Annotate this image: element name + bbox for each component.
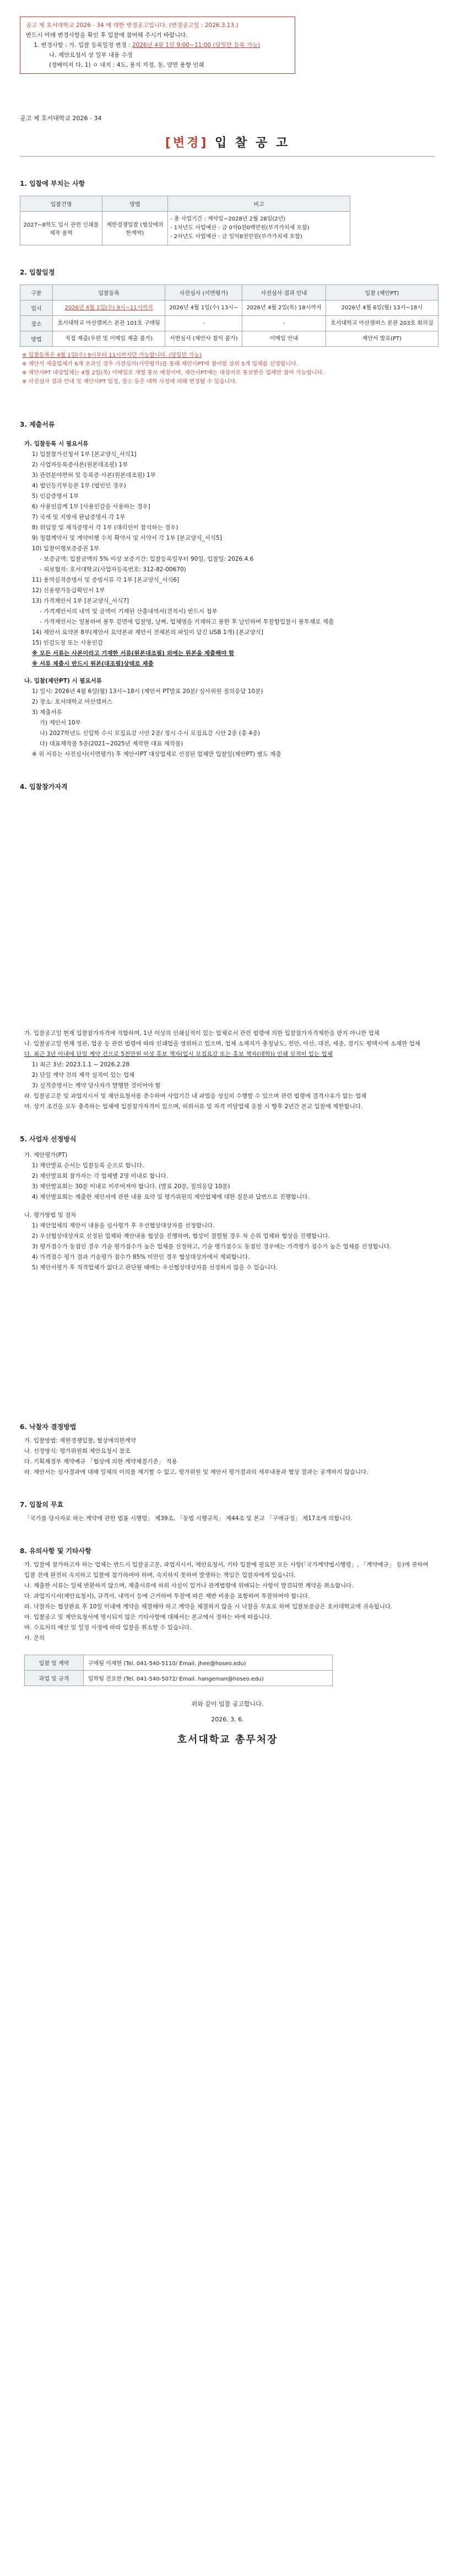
section-5-title: 5. 사업자 선정방식 [20,1135,77,1143]
document-number: 공고 제 호서대학교 2026 - 34 [20,115,102,122]
blank-space [0,1273,455,1400]
table-header: 입찰건명 [20,196,102,212]
change-notice-line3: 1. 변경사항 : 가. 입찰 등록일정 변경 : 2026년 4월 1일 9:00~11:00 (당일만 등록 가능) [34,42,261,49]
table-header: 사전심사 (서면평가) [165,285,242,300]
table-header: 입찰등록 [53,285,165,300]
table-row: 장소 호서대학교 아산캠퍼스 본관 101호 구매팀 - - 호서대학교 아산캠퍼스 본관 203호 회의실 [20,316,438,331]
section-7-title: 7. 입찰의 무효 [20,1501,64,1509]
section-6-title: 6. 낙찰자 결정방법 [20,1423,77,1431]
section-2-title: 2. 입찰일정 [20,269,55,276]
table-row: 방법 직접 제출(우편 및 이메일 제출 불가) 서면심사 (제안사 참석 불가) 이메일 안내 제안서 발표(PT) [20,331,438,347]
contact-table [24,1655,333,1686]
selection-method: 가. 제안평가(PT) 1) 제안발표 순서는 입찰등록 순으로 합니다. 2) 제안발표회 참가자는 각 업체별 2명 이내로 합니다. 3) 제안발표회는 30분 이내로 이루어져야 합니다. (발표 20분, 질의응답 10분) 4) 제안발표회는 제출한 제안서에 관한 내용 요약 및 평가위원의 제안업체에 대한 질문과 답변으로 진행합니다. 나. 평가방법 및 절차 1) 제안업체의 제안서 내용을 심사평가 후 우선협상대상자를 선정합니다. 2) 우선협상대상자로 선정된 업체와 제안내용 협상을 진행하며, 협상이 결렬될 경우 차 순위 업체와 협상을 진행합니다. 3) 평가점수가 동점인 경우 기술 평가점수가 높은 업체를 선정하고, 기술 평가점수도 동점인 경우에는 가격평가 점수가 높은 업체를 선정합니다. 4) 가격점수 평가 결과 기술평가 점수가 85% 미만인 경우 협상대상자에서 제외합니다. 5) 제안서평가 후 적격업체가 없다고 판단될 때에는 우선협상대상자를 선정하지 않을 수 있습니다. [24,1152,392,1271]
change-notice-line5: (정배이지 다, 1) ㅇ 내지 : 4도, 용지 지정, 동, 양면 용향 인쇄 [49,62,204,68]
blank-space [0,791,455,1028]
table-row: 입찰 및 계약 구매팀 이재현 (Tel. 041-540-5110/ Email. jhee@hoseo.edu) [25,1655,333,1671]
schedule-notes: ※ 입찰등록은 4월 1일(수) 9시부터 11시까지만 가능합니다. (당일만 가능) ※ 제안서 제출업체가 6개 초과인 경우 사전심사(서면평가)를 통해 제안사PT에 참여할 상위 5개 업체를 선정합니다. ※ 제안사PT 대상업체는 4월 2일(목) 이메일로 개별 통보 예정이며, 제안사PT에는 대상자로 통보받은 업체만 참여 가능합니다. ※ 사전심사 결과 안내 및 제안사PT 일정, 장소 등은 대학 사정에 의해 변경될 수 있습니다. [22,352,324,385]
title-divider [20,156,435,157]
section-3-title: 3. 제출서류 [20,421,55,428]
page-title: [변경] 입 찰 공 고 [165,136,290,150]
section-8-title: 8. 유의사항 및 기타사항 [20,1547,91,1555]
schedule-table [20,285,438,347]
issuer-name: 호서대학교 총무처장 [177,1734,278,1746]
notes-list: 가. 입찰에 참가하고자 하는 업체는 반드시 입찰공고문, 과업지시서, 제안요청서, 기타 입찰에 필요한 모든 사항(「국가계약법시행령」, 「계약예규」 등)에 관하여 입찰 전에 완전히 숙지하고 입찰에 참가하여야 하며, 숙지하지 못하여 발생하는 책임은 입찰자에게 있습니다. 나. 제출한 서류는 일체 반환하지 않으며, 제출서류에 허위 사실이 있거나 관계법령에 위배되는 사항이 발견되면 계약을 취소합니다. 다. 과업지시서(제안요청서), 규격서, 내역서 등에 근거하여 투찰에 따른 제반 비용을 포함하여 투찰하여야 합니다. 라. 낙찰자는 협상완료 후 10일 이내에 계약을 체결해야 하고 계약을 체결하지 않을 시 낙찰을 무효로 하며 입찰보증금은 호서대학교에 귀속됩니다. 마. 입찰공고 및 제안요청서에 명시되지 않은 기타사항에 대해서는 본교에서 정하는 바에 따릅니다. 바. 수요처의 예산 및 일정 사정에 따라 입찰을 취소할 수 있습니다. 사. 문의 [24,1561,429,1641]
change-notice-line2: 반드시 아래 변경사항을 확인 후 입찰에 참여해 주시기 바랍니다. [26,32,188,39]
table-row: 일시 2026년 4월 1일(수) 9시~11시까지 2026년 4월 1일(수) 13시~ 2026년 4월 2일(목) 18시까지 2026년 4월 6일(월) 13시~18시 [20,300,438,316]
project-name: 2027~8학도 입시 관련 인쇄물 제작 용역 [20,212,102,245]
award-method: 가. 입찰방법: 제한경쟁입찰, 협상에의한계약 나. 선정방식: 평가위원회 제안요청서 참조 다. 기획재정부 계약예규 「협상에 의한 계약체결기준」 적용 라. 제안서는 심사결과에 대해 일체의 이의를 제기할 수 없고, 평가위원 및 제안서 평가결과의 세부내용과 협상 결과는 공개하지 않습니다. [24,1437,369,1475]
change-notice-line4: 나. 제안요청서 상 일부 내용 수정 [49,52,133,58]
change-notice-box [20,17,295,74]
changed-registration-date: 2026년 4월 1일 9:00~11:00 (당일만 등록 가능) [132,42,261,49]
table-row: 과업 및 규격 입학팀 전요한 (Tel. 041-540-5072/ Email. hangeman@hoseo.edu) [25,1671,333,1686]
table-header: 구분 [20,285,53,300]
bid-method: 제한경쟁입찰 (협상에의한계약) [102,212,168,245]
section-1-title: 1. 입찰에 부치는 사항 [20,180,85,187]
section-1-table [20,196,350,245]
table-header: 입찰 (제안PT) [326,285,438,300]
eligibility-list: 가. 입찰공고일 현재 입찰참가자격에 적합하며, 1년 이상의 인쇄실적이 있는 업체로서 관련 법령에 의한 입찰참가자격제한을 받지 아니한 업체 나. 입찰공고일 현재 정관, 업종 등 관련 법령에 따라 인쇄업을 영위하고 있으며, 업체 소재지가 충청남도, 천안, 아산, 대전, 세종, 경기도 평택시에 소재한 업체 다. 최근 3년 이내에 단일 계약 건으로 5천만원 이상 홍보 책자(입시 모집요강 또는 홍보 책자(대학)) 인쇄 실적이 있는 업체 1) 최근 3년: 2023.1.1 ~ 2026.2.28 2) 단일 계약 건의 제작 실적이 있는 업체 3) 실적증명서는 계약 당사자가 발행한 것이어야 함 라. 입찰공고문 및 과업지시서 및 제안요청서를 준수하여 사업기간 내 과업을 성실히 수행할 수 있으며 관련 법령에 결격사유가 없는 업체 마. 상기 조건을 모두 충족하는 업체에 입찰참가자격이 있으며, 허위서류 및 자격 미달업체 응찰 시 향후 2년간 본교 입찰에 제한합니다. [24,1030,420,1110]
invalid-bid-text: 「국가를 당사자로 하는 계약에 관한 법률 시행령」 제39조, 「동법 시행규칙」 제44조 및 본교 「구매규정」 제17조에 의합니다. [24,1515,353,1522]
table-header: 방법 [102,196,168,212]
section-4-title: 4. 입찰참가자격 [20,783,68,791]
change-notice-line1: 공고 제 호서대학교 2026 - 34 에 대한 변경공고입니다. (변경공고일 : 2026.3.13.) [26,22,239,29]
notice-date: 2026. 3. 6. [211,1716,244,1723]
table-header: 사전심사 결과 안내 [242,285,326,300]
closing-statement: 위와 같이 입찰 공고합니다. [191,1700,264,1708]
table-header: 비고 [168,196,350,212]
required-documents: 가. 입찰등록 시 필요서류 1) 입찰참가신청서 1부 [본교양식_서식1] 2) 사업자등록증사본(원본대조필) 1부 3) 관련분야면허 및 등록증 사본(원본대조필) 1부 4) 법인등기부등본 1부 (법인인 경우) 5) 인감증명서 1부 6) 사용인감계 1부 [사용인감을 사용하는 경우] 7) 국세 및 지방세 완납증명서 각 1부 8) 위임장 및 재직증명서 각 1부 (대리인이 참석하는 경우) 9) 청렴계약서 및 계약이행 수칙 확약서 및 서약서 각 1부 [본교양식_서식5] 10) 입찰이행보증증권 1부 - 보증금액: 입찰금액의 5% 이상 보증기간: 입찰등록일부터 90일, 입찰일: 2026.4.6 - 피보험자: 호서대학교(사업자등록번호: 312-82-00670) 11) 용역실적증명서 및 증빙서류 각 1부 [본교양식_서식6] 12) 신용평가등급확인서 1부 13) 가격제안서 1부 [본교양식_서식7] - 가격제안서의 내역 및 금액이 기재된 산출내역서(견적서) 반드시 첨부 - 가격제안서는 밀봉하여 봉투 겉면에 입찰명, 날짜, 업체명을 기재하고 봉한 후 날인하여 투찰함입찰시 봉투채로 제출 14) 제안서 요약본 8부(제안서 요약본과 제안서 전체본의 파일이 담긴 USB 1개) [본교양식] 15) 인감도장 또는 사용인감 ※ 모든 서류는 사본이라고 기재한 서류(원본대조필) 외에는 원본을 제출해야 함 ※ 서류 제출시 반드시 원본(대조필)상태로 제출 나. 입찰(제안PT) 시 필요서류 1) 일시: 2026년 4월 6일(월) 13시~18시 (제안서 PT발표 20분/ 심사위원 질의응답 10분) 2) 장소: 호서대학교 아산캠퍼스 3) 제출서류 가) 제안서 10부 나) 2027학년도 신입학 수시 모집요강 시안 2종/ 정시 수시 모집요강 시안 2종 (총 4종) 다) 대표제작물 5종(2021~2025년 제작한 대표 제작물) ※ 위 서류는 사전심사(서면평가) 후 제안사PT 대상업체로 선정된 업체만 입찰일(제안PT) 별도 제출 [24,441,334,758]
bid-notice-page [0,17,455,1768]
project-notes: - 총 사업기간 : 계약일~2028년 2월 28일(2년) - 1차년도 사업예산 : 금 0억0천0백만원(부가가치세 포함) - 2차년도 사업예산 : 금 일억8천만원(부가가치세 포함) [168,212,350,245]
